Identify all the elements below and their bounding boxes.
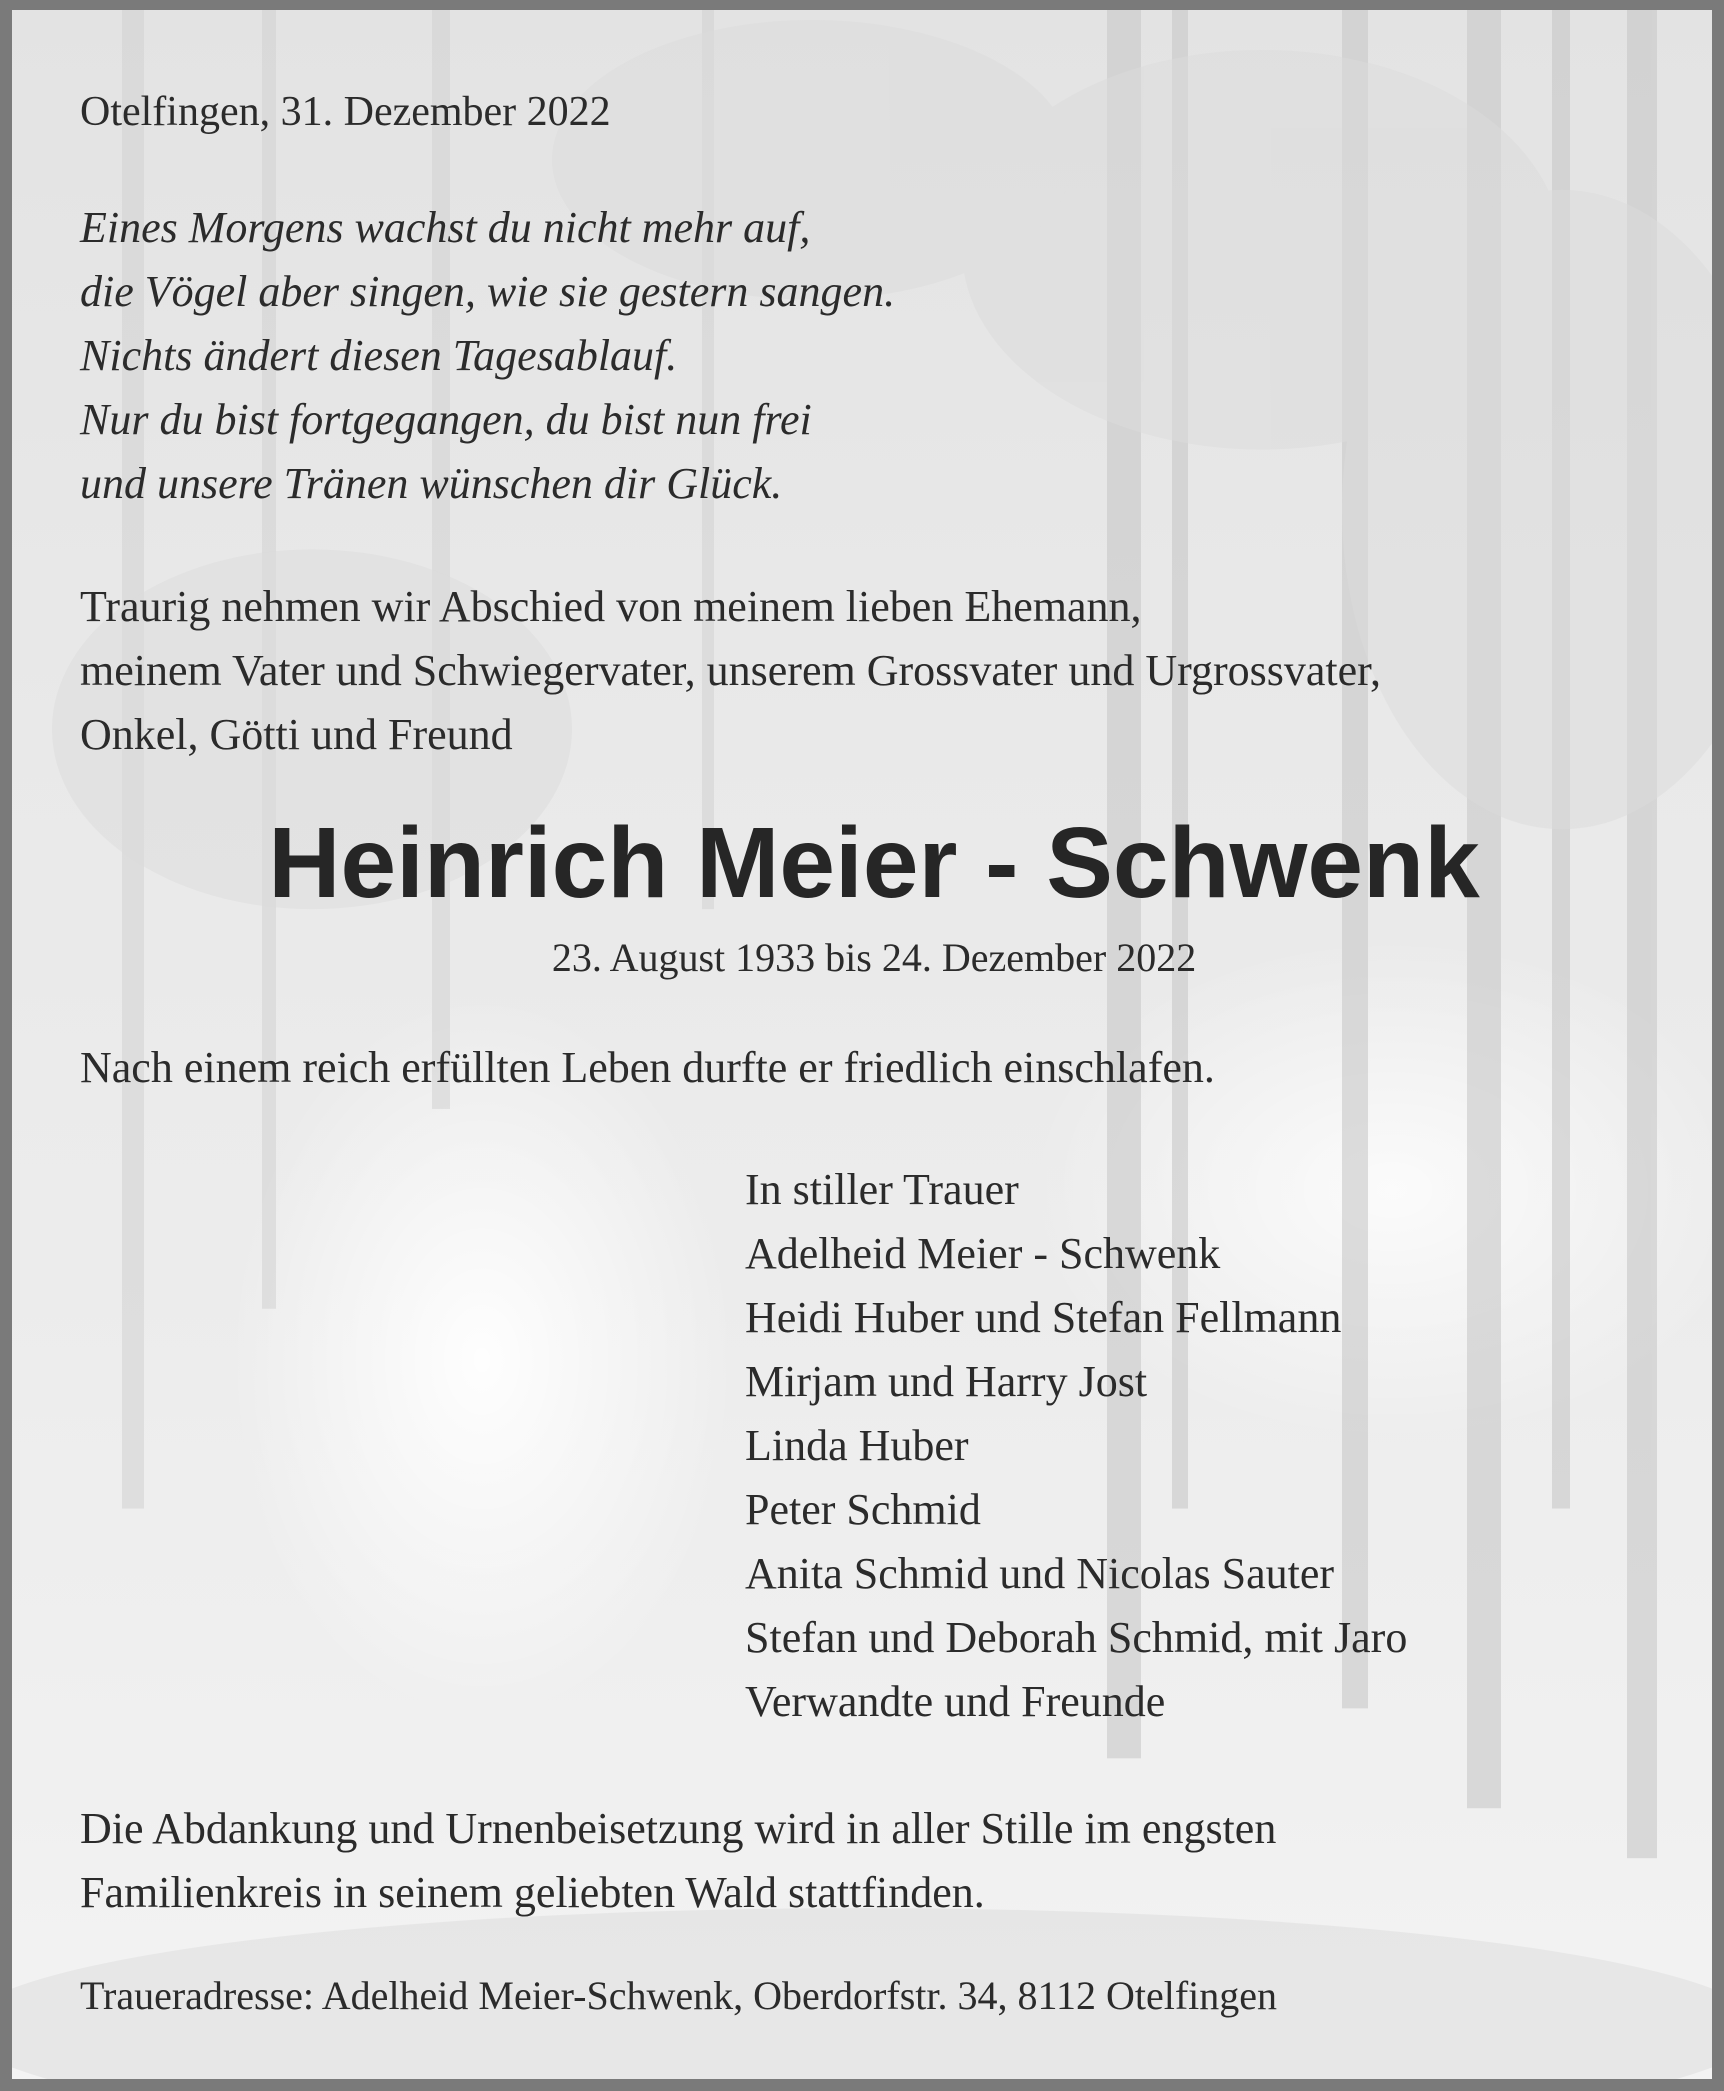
mourner-name: Mirjam und Harry Jost: [745, 1357, 1148, 1406]
intro-paragraph: [80, 575, 1381, 767]
mourner-name: Heidi Huber und Stefan Fellmann: [745, 1293, 1342, 1342]
mourning-address: Traueradresse: Adelheid Meier-Schwenk, Oberdorfstr. 34, 8112 Otelfingen: [80, 1973, 1278, 2018]
intro-line: meinem Vater und Schwiegervater, unserem Grossvater und Urgrossvater,: [80, 646, 1382, 695]
ceremony-line: Familienkreis in seinem geliebten Wald stattfinden.: [80, 1868, 985, 1917]
deceased-name: Heinrich Meier - Schwenk: [268, 807, 1480, 919]
mourner-name: Anita Schmid und Nicolas Sauter: [745, 1549, 1335, 1598]
poem-line: Nur du bist fortgegangen, du bist nun frei: [80, 395, 812, 444]
notice-text-area: [12, 10, 1712, 2079]
poem: [80, 196, 895, 516]
intro-line: Traurig nehmen wir Abschied von meinem lieben Ehemann,: [80, 582, 1142, 631]
lifespan-dates: 23. August 1933 bis 24. Dezember 2022: [551, 935, 1197, 980]
intro-line: Onkel, Götti und Freund: [80, 710, 513, 759]
poem-line: und unsere Tränen wünschen dir Glück.: [80, 459, 783, 508]
place-date: Otelfingen, 31. Dezember 2022: [80, 89, 611, 135]
ceremony-info: [80, 1797, 1276, 1925]
ceremony-line: Die Abdankung und Urnenbeisetzung wird in aller Stille im engsten: [80, 1804, 1277, 1853]
mourners-heading: In stiller Trauer: [745, 1165, 1019, 1214]
mourners-list: [745, 1158, 1407, 1734]
mourner-name: Peter Schmid: [745, 1485, 981, 1534]
mourner-name: Stefan und Deborah Schmid, mit Jaro: [745, 1613, 1408, 1662]
mourner-name: Linda Huber: [745, 1421, 969, 1470]
poem-line: Nichts ändert diesen Tagesablauf.: [80, 331, 678, 380]
closing-line: Nach einem reich erfüllten Leben durfte er friedlich einschlafen.: [80, 1043, 1215, 1092]
poem-line: die Vögel aber singen, wie sie gestern sangen.: [80, 267, 896, 316]
mourner-name: Verwandte und Freunde: [745, 1677, 1166, 1726]
mourner-name: Adelheid Meier - Schwenk: [745, 1229, 1221, 1278]
poem-line: Eines Morgens wachst du nicht mehr auf,: [80, 203, 811, 252]
